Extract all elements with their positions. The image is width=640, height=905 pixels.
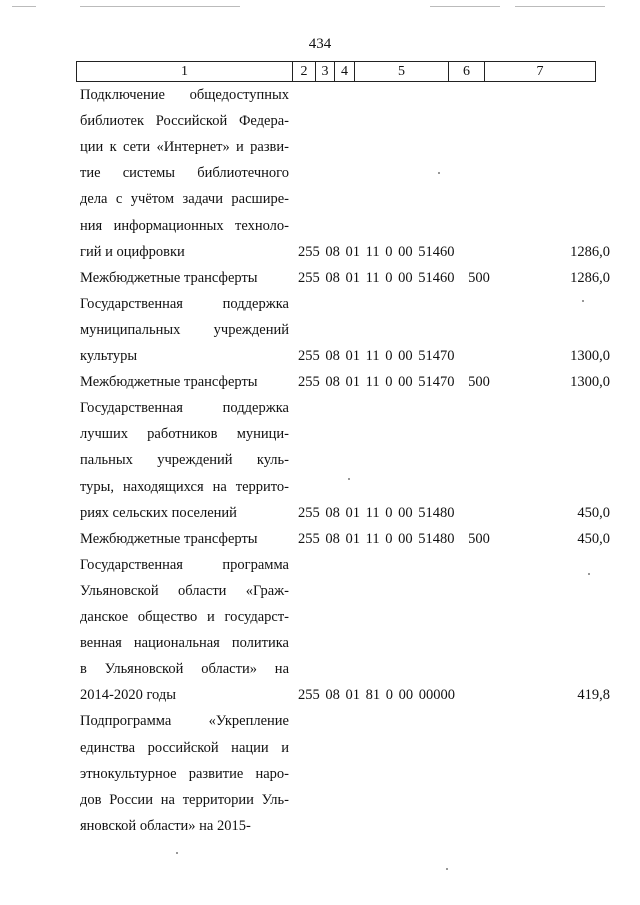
column-header-7: 7 (485, 62, 596, 82)
row-text-line: Межбюджетные трансферты (80, 530, 258, 547)
row-amount: 450,0 (577, 530, 610, 547)
scan-speck (588, 573, 590, 575)
row-text-line: единства российской нации и (80, 739, 289, 756)
scan-mark (515, 6, 605, 7)
row-budget-code: 255 08 01 11 0 00 51470 (298, 374, 455, 391)
column-header-1: 1 (77, 62, 293, 82)
row-text-line: Государственная поддержка (80, 400, 289, 417)
row-text-line: яновской области» на 2015- (80, 817, 251, 834)
row-budget-code: 255 08 01 11 0 00 51480 (298, 504, 455, 521)
column-header-3: 3 (316, 62, 335, 82)
row-expense-type: 500 (468, 269, 490, 286)
row-text-line: Подпрограмма «Укрепление (80, 713, 289, 730)
scan-mark (80, 6, 240, 7)
row-text-line: дов России на территории Уль- (80, 791, 289, 808)
row-text-line: туры, находящихся на террито- (80, 478, 289, 495)
scan-speck (446, 868, 448, 870)
column-header-6: 6 (449, 62, 485, 82)
row-text-line: библиотек Российской Федера- (80, 113, 289, 130)
row-budget-code: 255 08 01 81 0 00 00000 (298, 687, 455, 704)
row-text-line: этнокультурное развитие наро- (80, 765, 289, 782)
row-text-line: дела с учётом задачи расшире- (80, 191, 289, 208)
row-budget-code: 255 08 01 11 0 00 51480 (298, 530, 455, 547)
scan-speck (176, 852, 178, 854)
row-text-line: культуры (80, 348, 138, 364)
row-budget-code: 255 08 01 11 0 00 51470 (298, 348, 455, 364)
row-text-line: Государственная программа (80, 556, 289, 573)
column-header-2: 2 (293, 62, 316, 82)
scan-mark (12, 6, 36, 7)
scan-speck (582, 300, 584, 302)
page-number: 434 (308, 36, 332, 52)
row-text-line: Межбюджетные трансферты (80, 269, 258, 286)
row-text-line: тие системы библиотечного (80, 165, 289, 182)
row-amount: 1286,0 (570, 269, 610, 286)
row-text-line: пальных учреждений куль- (80, 452, 289, 469)
row-text-line: Подключение общедоступных (80, 87, 289, 103)
scan-mark (430, 6, 500, 7)
row-text-line: гий и оцифровки (80, 243, 185, 260)
column-header-4: 4 (335, 62, 355, 82)
row-budget-code: 255 08 01 11 0 00 51460 (298, 269, 455, 286)
row-text-line: 2014-2020 годы (80, 687, 176, 704)
row-text-line: данское общество и государст- (80, 609, 289, 625)
row-budget-code: 255 08 01 11 0 00 51460 (298, 243, 455, 260)
row-text-line: Межбюджетные трансферты (80, 374, 258, 391)
row-text-line: в Ульяновской области» на (80, 661, 289, 678)
row-amount: 1300,0 (570, 374, 610, 391)
row-expense-type: 500 (468, 374, 490, 391)
row-text-line: венная национальная политика (80, 635, 289, 652)
scan-speck (348, 478, 350, 480)
row-text-line: ния информационных техноло- (80, 217, 289, 234)
row-text-line: Ульяновской области «Граж- (80, 582, 289, 599)
column-header-5: 5 (355, 62, 449, 82)
row-amount: 450,0 (577, 504, 610, 521)
scan-speck (438, 172, 440, 174)
row-expense-type: 500 (468, 530, 490, 547)
row-text-line: ции к сети «Интернет» и разви- (80, 139, 289, 156)
row-amount: 419,8 (577, 687, 610, 704)
row-text-line: Государственная поддержка (80, 295, 289, 312)
row-amount: 1300,0 (570, 348, 610, 364)
row-text-line: риях сельских поселений (80, 504, 237, 521)
row-text-line: муниципальных учреждений (80, 321, 289, 338)
row-amount: 1286,0 (570, 243, 610, 260)
row-text-line: лучших работников муници- (80, 426, 289, 443)
